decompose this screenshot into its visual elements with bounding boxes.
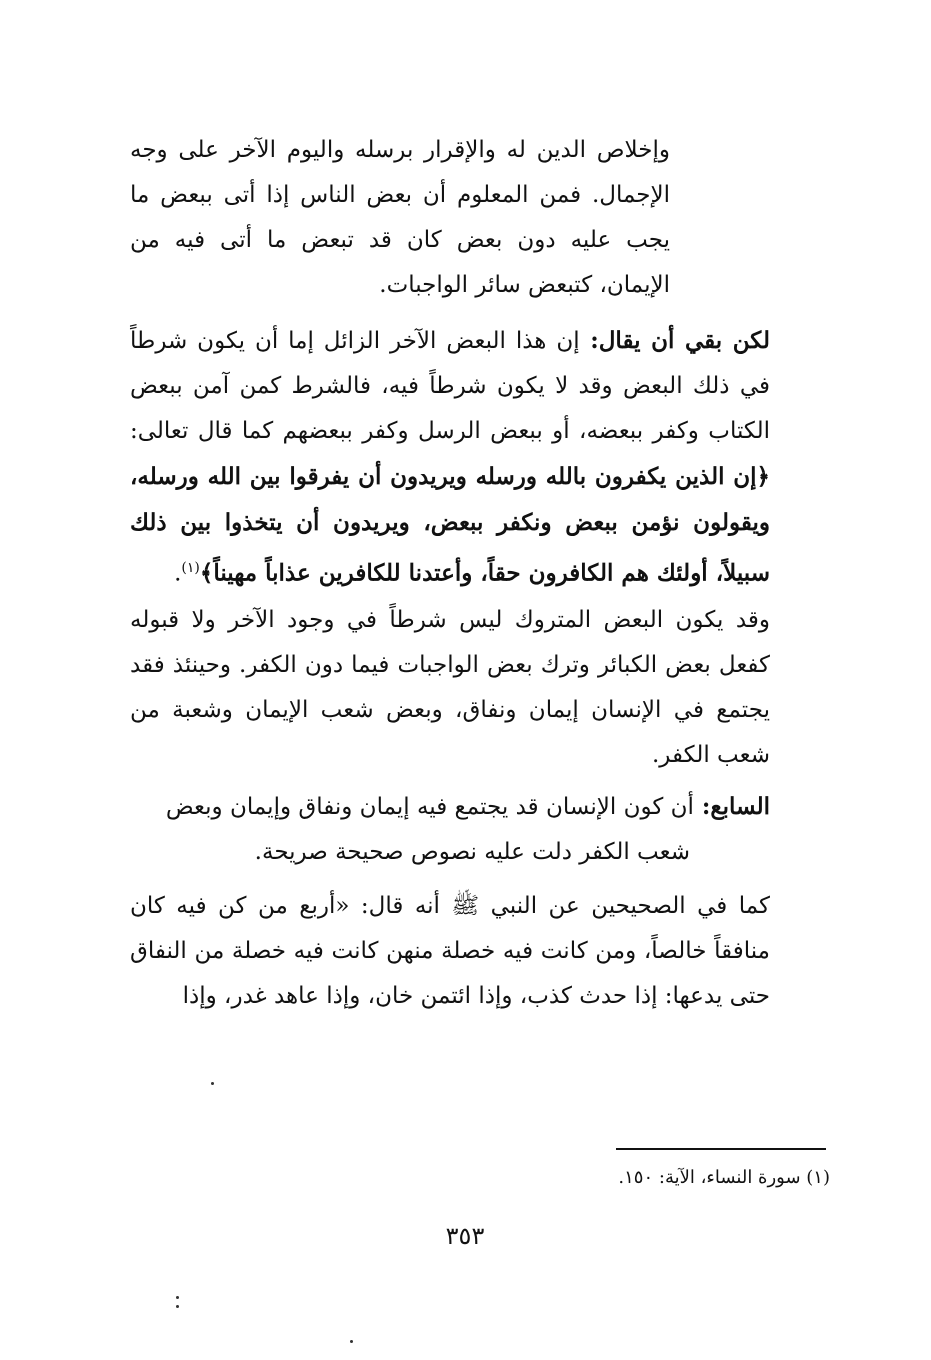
paragraph-4 xyxy=(130,784,770,875)
footnote-divider xyxy=(616,1148,826,1150)
scan-speck xyxy=(176,1305,179,1308)
paragraph-4-lead: السابع: xyxy=(693,793,770,820)
footnote: (١) سورة النساء، الآية: ١٥٠. xyxy=(618,1167,830,1188)
paragraph-2-end: . xyxy=(174,560,182,587)
paragraph-1 xyxy=(130,128,670,308)
paragraph-3 xyxy=(130,598,770,778)
scan-speck xyxy=(211,1082,214,1085)
paragraph-5-text: كما في الصحيحين عن النبي ﷺ أنه قال: «أربع من كن فيه كان منافقاً خالصاً، ومن كانت فيه خصلة منهن كانت فيه خصلة من النفاق حتى يدعها: إذا حدث كذب، وإذا ائتمن خان، وإذا عاهد غدر، وإذا xyxy=(130,893,770,1009)
paragraph-4-line-2: شعب الكفر دلت عليه نصوص صحيحة صريحة. xyxy=(254,839,690,865)
paragraph-2-text: إن هذا البعض الآخر الزائل إما أن يكون شرطاً في ذلك البعض وقد لا يكون شرطاً فيه، فالشرط كمن آمن ببعض الكتاب وكفر ببعضه، أو ببعض الرسل وكفر ببعضهم كما قال تعالى: xyxy=(130,328,770,444)
scan-speck xyxy=(350,1340,353,1343)
quran-verse: ﴿إن الذين يكفرون بالله ورسله ويريدون أن يفرقوا بين الله ورسله، ويقولون نؤمن ببعض ونكفر ببعض، ويريدون أن يتخذوا بين ذلك سبيلاً، أولئك هم الكافرون حقاً، وأعتدنا للكافرين عذاباً مهيناً﴾ xyxy=(130,463,770,587)
paragraph-4-line-1: أن كون الإنسان قد يجتمع فيه إيمان ونفاق وإيمان وبعض xyxy=(165,794,694,820)
paragraph-1-text: وإخلاص الدين له والإقرار برسله واليوم الآخر على وجه الإجمال. فمن المعلوم أن بعض الناس إذا أتى ببعض ما يجب عليه دون بعض كان قد تبعض ما أتى فيه من الإيمان، كتبعض سائر الواجبات. xyxy=(130,137,670,298)
scan-speck xyxy=(176,1296,179,1299)
footnote-reference[interactable]: (١) xyxy=(181,560,200,576)
paragraph-3-text: وقد يكون البعض المتروك ليس شرطاً في وجود الآخر ولا قبوله كفعل بعض الكبائر وترك بعض الواجبات فيما دون الكفر. وحينئذ فقد يجتمع في الإنسان إيمان ونفاق، وبعض شعب الإيمان وشعبة من شعب الكفر. xyxy=(130,607,770,768)
paragraph-2-lead: لكن بقي أن يقال: xyxy=(579,327,770,354)
paragraph-5 xyxy=(130,884,770,1019)
paragraph-2 xyxy=(130,318,770,597)
page-number: ٣٥٣ xyxy=(445,1222,485,1250)
